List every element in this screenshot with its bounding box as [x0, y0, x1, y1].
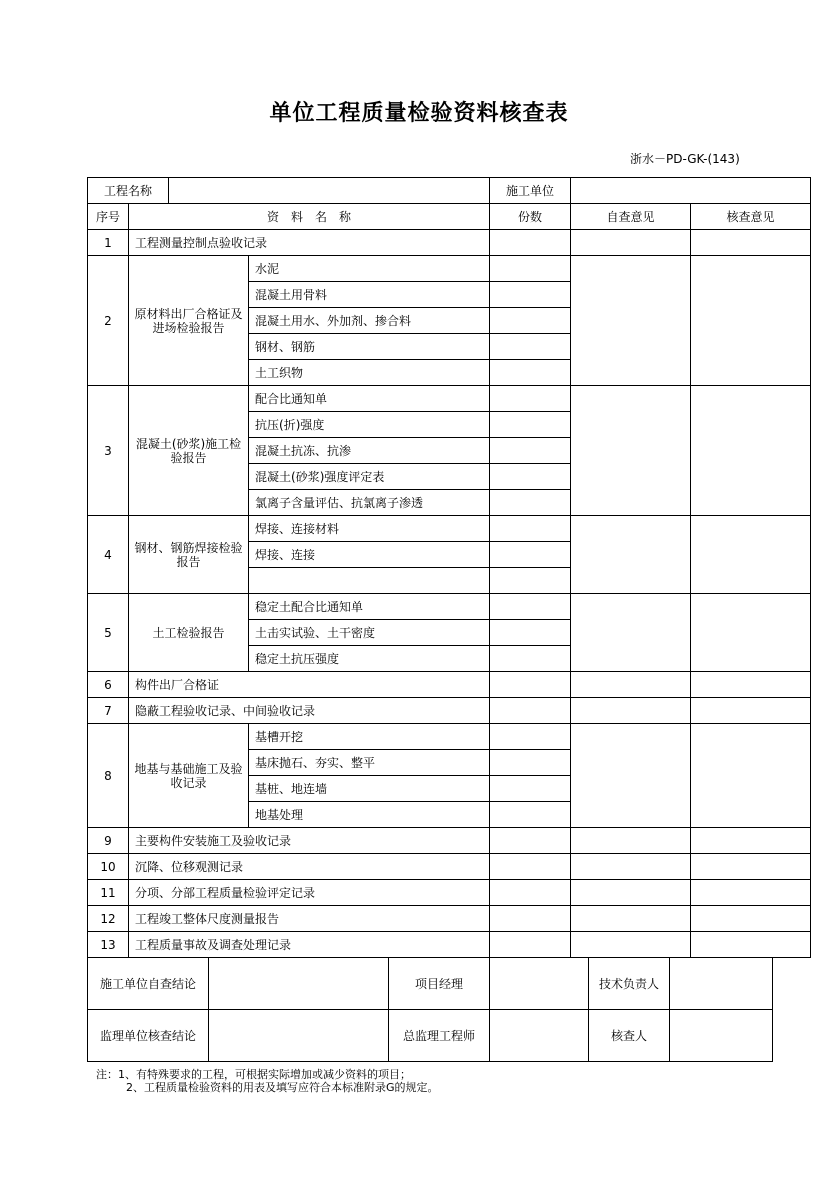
table-row	[88, 828, 811, 854]
self-check-cell[interactable]	[571, 698, 691, 724]
self-check-cell[interactable]	[571, 854, 691, 880]
self-check-cell[interactable]	[571, 386, 691, 516]
review-cell[interactable]	[691, 828, 811, 854]
copies-cell[interactable]	[490, 620, 571, 646]
self-check-cell[interactable]	[571, 724, 691, 828]
review-cell[interactable]	[691, 724, 811, 828]
row-no: 1	[88, 230, 129, 256]
row-name: 隐蔽工程验收记录、中间验收记录	[129, 698, 490, 724]
row-name: 主要构件安装施工及验收记录	[129, 828, 490, 854]
copies-cell[interactable]	[490, 542, 571, 568]
technical-lead-field[interactable]	[670, 958, 773, 1010]
copies-cell[interactable]	[490, 932, 571, 958]
self-check-cell[interactable]	[571, 906, 691, 932]
col-copies: 份数	[490, 204, 571, 230]
review-cell[interactable]	[691, 672, 811, 698]
copies-cell[interactable]	[490, 516, 571, 542]
copies-cell[interactable]	[490, 646, 571, 672]
review-cell[interactable]	[691, 906, 811, 932]
review-cell[interactable]	[691, 256, 811, 386]
signature-table	[87, 957, 773, 1062]
signature-row-supervisor	[88, 1010, 773, 1062]
copies-cell[interactable]	[490, 464, 571, 490]
review-cell[interactable]	[691, 854, 811, 880]
sub-item: 抗压(折)强度	[249, 412, 490, 438]
col-review: 核查意见	[691, 204, 811, 230]
row-no: 12	[88, 906, 129, 932]
copies-cell[interactable]	[490, 906, 571, 932]
row-name: 沉降、位移观测记录	[129, 854, 490, 880]
sub-item: 混凝土用骨料	[249, 282, 490, 308]
sub-item: 土工织物	[249, 360, 490, 386]
sub-item: 混凝土(砂浆)强度评定表	[249, 464, 490, 490]
row-group: 土工检验报告	[129, 594, 249, 672]
copies-cell[interactable]	[490, 360, 571, 386]
col-no: 序号	[88, 204, 129, 230]
sub-item: 稳定土抗压强度	[249, 646, 490, 672]
supervisor-conclusion-label: 监理单位核查结论	[88, 1010, 209, 1062]
self-check-cell[interactable]	[571, 880, 691, 906]
table-row	[88, 854, 811, 880]
row-no: 8	[88, 724, 129, 828]
contractor-conclusion-label: 施工单位自查结论	[88, 958, 209, 1010]
sub-item: 基槽开挖	[249, 724, 490, 750]
row-group: 原材料出厂合格证及进场检验报告	[129, 256, 249, 386]
sub-item: 水泥	[249, 256, 490, 282]
self-check-cell[interactable]	[571, 932, 691, 958]
project-manager-label: 项目经理	[389, 958, 490, 1010]
sub-item: 稳定土配合比通知单	[249, 594, 490, 620]
note-line-1: 注：1、有特殊要求的工程，可根据实际增加或减少资料的项目；	[96, 1068, 411, 1081]
table-row	[88, 516, 811, 542]
copies-cell[interactable]	[490, 334, 571, 360]
sub-item: 混凝土用水、外加剂、掺合料	[249, 308, 490, 334]
sub-item: 混凝土抗冻、抗渗	[249, 438, 490, 464]
self-check-cell[interactable]	[571, 516, 691, 594]
table-row	[88, 594, 811, 620]
row-no: 10	[88, 854, 129, 880]
row-no: 6	[88, 672, 129, 698]
copies-cell[interactable]	[490, 672, 571, 698]
form-code: 浙水－PD-GK-(143)	[630, 152, 740, 166]
copies-cell[interactable]	[490, 724, 571, 750]
row-no: 9	[88, 828, 129, 854]
notes	[96, 1068, 439, 1094]
sub-item: 钢材、钢筋	[249, 334, 490, 360]
row-name: 分项、分部工程质量检验评定记录	[129, 880, 490, 906]
self-check-cell[interactable]	[571, 256, 691, 386]
row-group: 混凝土(砂浆)施工检验报告	[129, 386, 249, 516]
signature-row-contractor	[88, 958, 773, 1010]
copies-cell[interactable]	[490, 568, 571, 594]
review-cell[interactable]	[691, 386, 811, 516]
col-self-check: 自查意见	[571, 204, 691, 230]
table-row	[88, 256, 811, 282]
table-row	[88, 906, 811, 932]
sub-item: 地基处理	[249, 802, 490, 828]
sub-item: 基床抛石、夯实、整平	[249, 750, 490, 776]
review-cell[interactable]	[691, 594, 811, 672]
table-row	[88, 230, 811, 256]
col-material-name: 资 料 名 称	[129, 204, 490, 230]
project-name-label: 工程名称	[88, 178, 169, 204]
self-check-cell[interactable]	[571, 230, 691, 256]
copies-cell[interactable]	[490, 256, 571, 282]
row-no: 2	[88, 256, 129, 386]
row-no: 3	[88, 386, 129, 516]
page-title: 单位工程质量检验资料核查表	[269, 101, 569, 126]
copies-cell[interactable]	[490, 776, 571, 802]
reviewer-label: 核查人	[589, 1010, 670, 1062]
sub-item: 土击实试验、土干密度	[249, 620, 490, 646]
copies-cell[interactable]	[490, 438, 571, 464]
table-row	[88, 672, 811, 698]
self-check-cell[interactable]	[571, 672, 691, 698]
table-row	[88, 386, 811, 412]
project-manager-field[interactable]	[490, 958, 589, 1010]
copies-cell[interactable]	[490, 386, 571, 412]
copies-cell[interactable]	[490, 802, 571, 828]
project-name-field[interactable]	[169, 178, 490, 204]
row-no: 11	[88, 880, 129, 906]
row-name: 构件出厂合格证	[129, 672, 490, 698]
review-cell[interactable]	[691, 516, 811, 594]
supervisor-conclusion-field[interactable]	[209, 1010, 389, 1062]
copies-cell[interactable]	[490, 750, 571, 776]
copies-cell[interactable]	[490, 594, 571, 620]
copies-cell[interactable]	[490, 412, 571, 438]
row-no: 5	[88, 594, 129, 672]
sub-item: 焊接、连接	[249, 542, 490, 568]
row-name: 工程质量事故及调查处理记录	[129, 932, 490, 958]
header-row-project	[88, 178, 811, 204]
sub-item: 氯离子含量评估、抗氯离子渗透	[249, 490, 490, 516]
row-no: 7	[88, 698, 129, 724]
chief-supervisor-field[interactable]	[490, 1010, 589, 1062]
review-cell[interactable]	[691, 698, 811, 724]
copies-cell[interactable]	[490, 308, 571, 334]
review-cell[interactable]	[691, 932, 811, 958]
copies-cell[interactable]	[490, 880, 571, 906]
review-cell[interactable]	[691, 880, 811, 906]
contractor-conclusion-field[interactable]	[209, 958, 389, 1010]
row-name: 工程测量控制点验收记录	[129, 230, 490, 256]
column-header-row	[88, 204, 811, 230]
reviewer-field[interactable]	[670, 1010, 773, 1062]
copies-cell[interactable]	[490, 490, 571, 516]
self-check-cell[interactable]	[571, 828, 691, 854]
sub-item: 配合比通知单	[249, 386, 490, 412]
technical-lead-label: 技术负责人	[589, 958, 670, 1010]
sub-item: 基桩、地连墙	[249, 776, 490, 802]
review-cell[interactable]	[691, 230, 811, 256]
row-group: 地基与基础施工及验收记录	[129, 724, 249, 828]
table-row	[88, 724, 811, 750]
copies-cell[interactable]	[490, 698, 571, 724]
table-row	[88, 880, 811, 906]
copies-cell[interactable]	[490, 828, 571, 854]
row-name: 工程竣工整体尺度测量报告	[129, 906, 490, 932]
sub-item	[249, 568, 490, 594]
check-table	[87, 177, 811, 958]
row-no: 4	[88, 516, 129, 594]
sub-item: 焊接、连接材料	[249, 516, 490, 542]
table-row	[88, 932, 811, 958]
copies-cell[interactable]	[490, 854, 571, 880]
copies-cell[interactable]	[490, 282, 571, 308]
note-line-2: 2、工程质量检验资料的用表及填写应符合本标准附录G的规定。	[126, 1081, 439, 1094]
row-no: 13	[88, 932, 129, 958]
row-group: 钢材、钢筋焊接检验报告	[129, 516, 249, 594]
table-row	[88, 698, 811, 724]
self-check-cell[interactable]	[571, 594, 691, 672]
contractor-field[interactable]	[571, 178, 811, 204]
chief-supervisor-label: 总监理工程师	[389, 1010, 490, 1062]
copies-cell[interactable]	[490, 230, 571, 256]
contractor-label: 施工单位	[490, 178, 571, 204]
